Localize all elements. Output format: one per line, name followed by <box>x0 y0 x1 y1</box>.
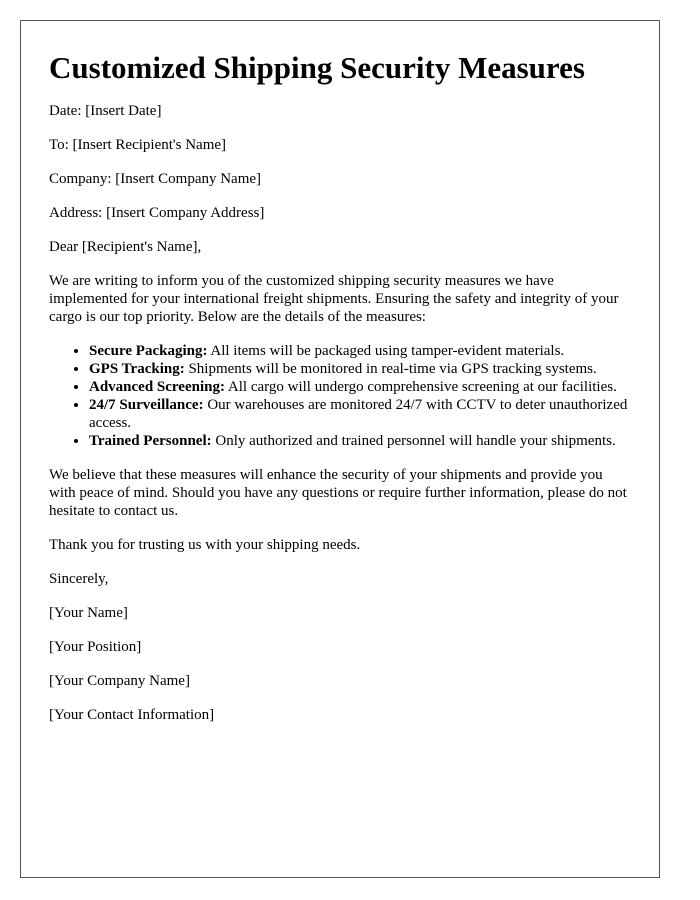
signoff: Sincerely, <box>49 571 109 588</box>
address-line: Address: [Insert Company Address] <box>49 205 265 222</box>
measure-term: Advanced Screening: <box>89 379 225 396</box>
signature-contact: [Your Contact Information] <box>49 707 215 724</box>
letter-page <box>20 20 660 878</box>
measure-term: 24/7 Surveillance: <box>89 397 204 414</box>
intro-paragraph: We are writing to inform you of the customized shipping security measures we have implemented for your international freight shipments. Ensuring the safety and integrity of your cargo is our top priority. Below are the details of the measures: <box>49 273 619 326</box>
list-item <box>89 378 631 396</box>
measures-list <box>49 342 631 450</box>
measure-term: Trained Personnel: <box>89 433 212 450</box>
recipient-line: To: [Insert Recipient's Name] <box>49 137 227 154</box>
list-item <box>89 396 631 432</box>
signature-company: [Your Company Name] <box>49 673 190 690</box>
signature-name: [Your Name] <box>49 605 128 622</box>
measure-text: Shipments will be monitored in real-time via GPS tracking systems. <box>184 361 597 378</box>
list-item <box>89 432 631 450</box>
salutation: Dear [Recipient's Name], <box>49 239 202 256</box>
closing-paragraph: We believe that these measures will enhance the security of your shipments and provide you with peace of mind. Should you have any questions or require further information, please do not hesitate to contact us. <box>49 467 627 520</box>
measure-term: GPS Tracking: <box>89 361 185 378</box>
signature-position: [Your Position] <box>49 639 142 656</box>
measure-text: All cargo will undergo comprehensive screening at our facilities. <box>224 379 617 396</box>
date-line: Date: [Insert Date] <box>49 103 162 120</box>
letter-title: Customized Shipping Security Measures <box>49 50 585 85</box>
list-item <box>89 342 631 360</box>
list-item <box>89 360 631 378</box>
thanks-line: Thank you for trusting us with your shipping needs. <box>49 537 361 554</box>
measure-text: Only authorized and trained personnel will handle your shipments. <box>211 433 616 450</box>
company-line: Company: [Insert Company Name] <box>49 171 262 188</box>
measure-text: Our warehouses are monitored 24/7 with CCTV to deter unauthorized access. <box>89 397 628 432</box>
measure-term: Secure Packaging: <box>89 343 208 360</box>
measure-text: All items will be packaged using tamper-evident materials. <box>207 343 565 360</box>
